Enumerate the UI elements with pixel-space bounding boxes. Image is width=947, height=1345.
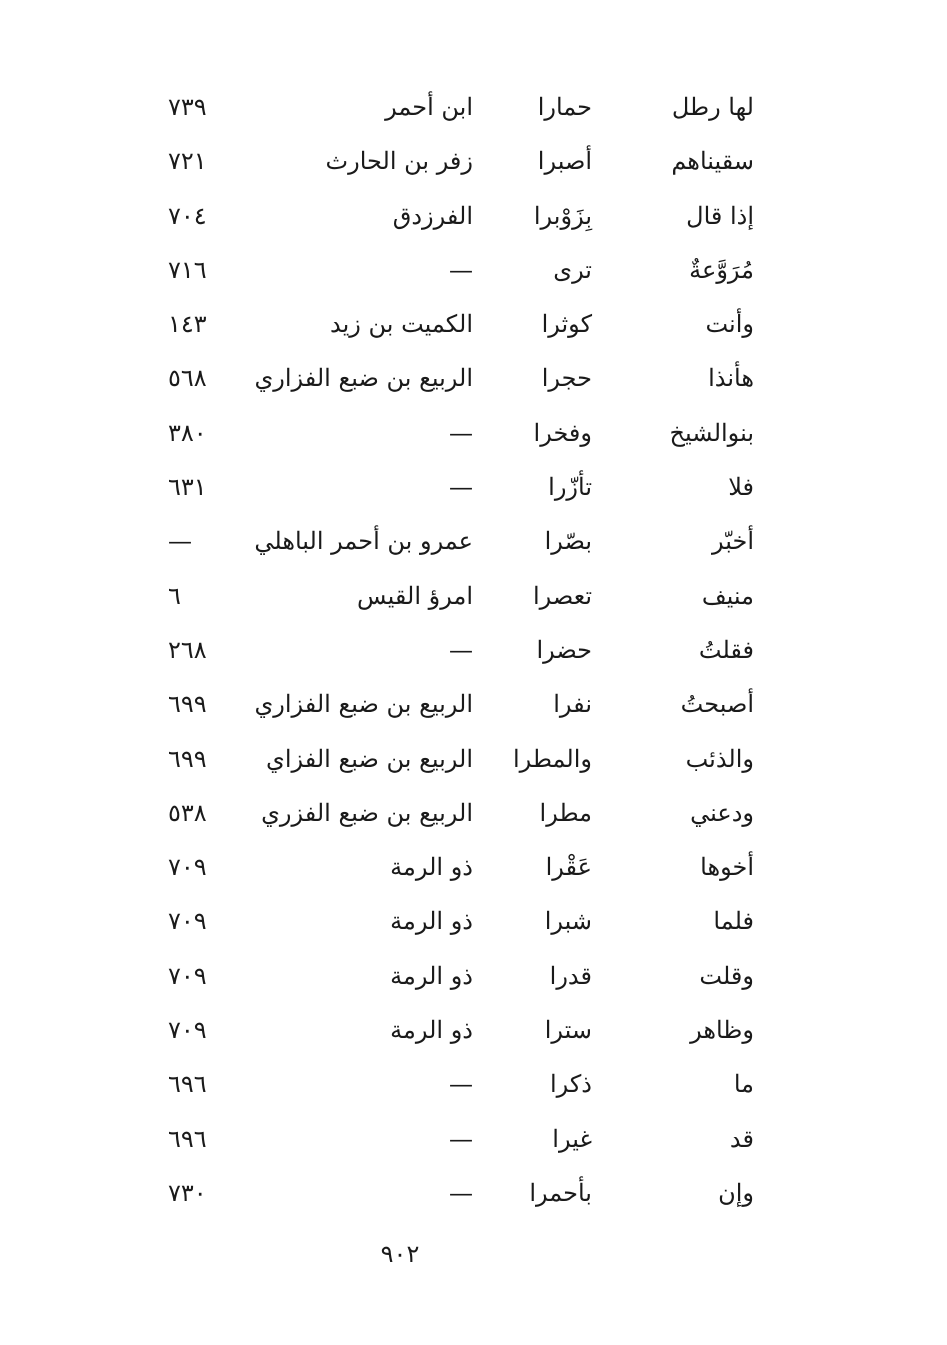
table-row — [0, 517, 947, 571]
verse-opening-word: إذا قال — [686, 201, 754, 230]
page-reference: ٢٦٨ — [168, 635, 207, 664]
table-row — [0, 137, 947, 191]
page-reference: ٧٠٩ — [168, 907, 207, 936]
table-row — [0, 626, 947, 680]
verse-opening-word: فلما — [713, 907, 754, 936]
poet-name: زفر بن الحارث — [325, 147, 473, 176]
verse-opening-word: وإن — [718, 1178, 754, 1207]
rhyme-word: ترى — [553, 255, 592, 284]
table-row — [0, 409, 947, 463]
verse-opening-word: بنوالشيخ — [669, 418, 754, 447]
poet-name: — — [449, 635, 473, 664]
poet-name: الربيع بن ضبع الفزاري — [254, 364, 473, 393]
verse-opening-word: سقيناهم — [671, 147, 754, 176]
page-reference: ٦٩٩ — [168, 744, 207, 773]
poet-name: الفرزدق — [392, 201, 473, 230]
rhyme-word: وفخرا — [533, 418, 592, 447]
poet-name: — — [449, 1070, 473, 1099]
page-reference: ٧٠٩ — [168, 1016, 207, 1045]
table-row — [0, 83, 947, 137]
rhyme-word: كوثرا — [541, 310, 592, 339]
page-reference: ٧٣٩ — [168, 93, 207, 121]
poet-name: الربيع بن ضبع الفزاري — [254, 690, 473, 719]
rhyme-word: مطرا — [539, 798, 592, 827]
table-row — [0, 572, 947, 626]
table-row — [0, 1060, 947, 1114]
table-row — [0, 300, 947, 354]
rhyme-word: بِزَوْبرا — [533, 201, 592, 230]
rhyme-word: حجرا — [541, 364, 592, 393]
table-row — [0, 192, 947, 246]
rhyme-word: حمارا — [537, 93, 592, 121]
poet-name: ذو الرمة — [390, 853, 473, 882]
poet-name: الكميت بن زيد — [330, 310, 473, 339]
page-reference: ٦٣١ — [168, 473, 207, 502]
rhyme-word: غيرا — [552, 1124, 592, 1153]
verse-opening-word: وظاهر — [690, 1016, 754, 1045]
rhyme-word: عَقْرا — [545, 853, 592, 882]
verse-opening-word: لها رطل — [671, 93, 754, 121]
rhyme-word: حضرا — [536, 635, 592, 664]
verse-opening-word: فقلتُ — [698, 635, 754, 664]
rhyme-word: تأزّرا — [548, 473, 592, 502]
verse-opening-word: فلا — [728, 473, 754, 502]
poet-name: — — [449, 473, 473, 502]
page-number: ٩٠٢ — [380, 1240, 420, 1268]
rhyme-word: سترا — [544, 1016, 592, 1045]
poet-name: ذو الرمة — [390, 907, 473, 936]
verse-opening-word: ما — [733, 1070, 754, 1099]
poet-name: امرؤ القيس — [357, 581, 473, 610]
poetry-index-table — [0, 83, 947, 1223]
verse-opening-word: ودعني — [690, 798, 754, 827]
page-reference: ٧٠٤ — [168, 201, 207, 230]
poet-name: — — [449, 418, 473, 447]
page-reference: ٦٩٩ — [168, 690, 207, 719]
table-row — [0, 1115, 947, 1169]
poet-name: — — [449, 1124, 473, 1153]
rhyme-word: شبرا — [544, 907, 592, 936]
page-reference: ١٤٣ — [168, 310, 207, 339]
verse-opening-word: أصبحتُ — [680, 690, 754, 719]
table-row — [0, 735, 947, 789]
page-reference: ٥٣٨ — [168, 798, 207, 827]
page-reference: ٥٦٨ — [168, 364, 207, 393]
poet-name: الربيع بن ضبع الفزري — [261, 798, 473, 827]
verse-opening-word: وقلت — [699, 961, 754, 990]
verse-opening-word: أخبّر — [712, 527, 754, 556]
rhyme-word: بصّرا — [544, 527, 592, 556]
page-reference: ٣٨٠ — [168, 418, 207, 447]
rhyme-word: نفرا — [553, 690, 592, 719]
page-reference: ٦ — [168, 581, 181, 610]
page-reference: ٧٠٩ — [168, 961, 207, 990]
page-reference: ٧٢١ — [168, 147, 207, 176]
poet-name: ذو الرمة — [390, 1016, 473, 1045]
rhyme-word: تعصرا — [533, 581, 592, 610]
poet-name: الربيع بن ضبع الفزاي — [266, 744, 473, 773]
page-reference: ٧٠٩ — [168, 853, 207, 882]
table-row — [0, 843, 947, 897]
page-reference: ٧٣٠ — [168, 1178, 207, 1207]
rhyme-word: والمطرا — [512, 744, 592, 773]
poet-name: — — [449, 255, 473, 284]
table-row — [0, 952, 947, 1006]
table-row — [0, 789, 947, 843]
poet-name: ابن أحمر — [385, 93, 473, 121]
verse-opening-word: وأنت — [705, 310, 754, 339]
rhyme-word: قدرا — [549, 961, 592, 990]
table-row — [0, 354, 947, 408]
rhyme-word: بأحمرا — [529, 1178, 592, 1207]
verse-opening-word: أخوها — [700, 853, 754, 882]
verse-opening-word: قد — [729, 1124, 754, 1153]
table-row — [0, 1169, 947, 1223]
poet-name: ذو الرمة — [390, 961, 473, 990]
table-row — [0, 897, 947, 951]
poet-name: — — [449, 1178, 473, 1207]
verse-opening-word: والذئب — [685, 744, 754, 773]
table-row — [0, 463, 947, 517]
rhyme-word: أصبرا — [537, 147, 592, 176]
page-reference: — — [168, 527, 192, 556]
page-reference: ٦٩٦ — [168, 1124, 207, 1153]
table-row — [0, 680, 947, 734]
verse-opening-word: هأنذا — [708, 364, 754, 393]
page-reference: ٦٩٦ — [168, 1070, 207, 1099]
page-reference: ٧١٦ — [168, 255, 207, 284]
table-row — [0, 246, 947, 300]
table-row — [0, 1006, 947, 1060]
poet-name: عمرو بن أحمر الباهلي — [254, 527, 473, 556]
verse-opening-word: منيف — [701, 581, 754, 610]
rhyme-word: ذكرا — [549, 1070, 592, 1099]
verse-opening-word: مُرَوَّعةٌ — [689, 255, 754, 284]
